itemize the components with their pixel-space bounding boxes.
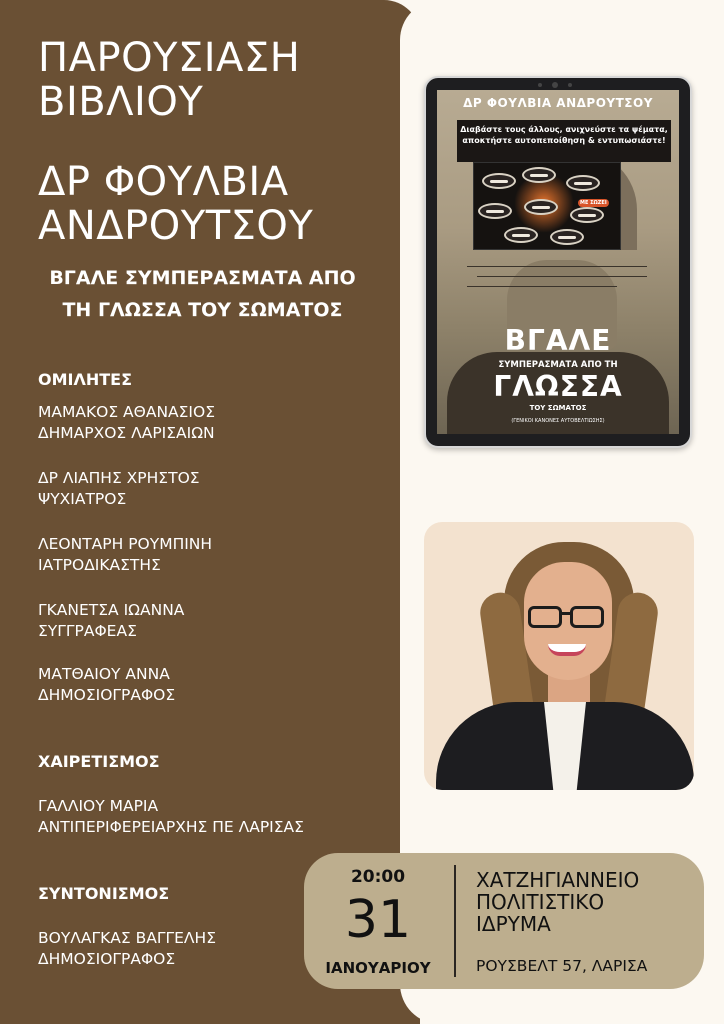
speaker-name: ΜΑΜΑΚΟΣ ΑΘΑΝΑΣΙΟΣ [38, 403, 216, 421]
venue-line1: ΧΑΤΖΗΓΙΑΝΝΕΙΟ [476, 868, 640, 892]
lips-icon [478, 203, 512, 219]
portrait-smile [548, 644, 586, 656]
cover-title-small2: ΤΟΥ ΣΩΜΑΤΟΣ [529, 404, 587, 412]
event-address: ΡΟΥΣΒΕΛΤ 57, ΛΑΡΙΣΑ [476, 957, 648, 975]
tablet-camera-icon [568, 83, 572, 87]
speaker-entry [38, 600, 184, 642]
cover-tagline-line1: Διαβάστε τους άλλους, ανιχνεύστε τα ψέματα, [460, 125, 668, 134]
greeting-entry [38, 796, 304, 838]
cover-series: (ΓΕΝΙΚΟΙ ΚΑΝΟΝΕΣ ΑΥΤΟΒΕΛΤΙΩΣΗΣ) [511, 418, 605, 424]
speaker-entry [38, 664, 175, 706]
glasses-bridge [561, 612, 571, 615]
lips-collage [473, 162, 621, 250]
speaker-name: ΜΑΤΘΑΙΟΥ ΑΝΝΑ [38, 665, 170, 683]
speaker-role: ΔΗΜΟΣΙΟΓΡΑΦΟΣ [38, 686, 176, 704]
event-time: 20:00 [350, 867, 406, 887]
speaker-role: ΔΗΜΑΡΧΟΣ ΛΑΡΙΣΑΙΩΝ [38, 424, 215, 442]
lips-icon [550, 229, 584, 245]
author-name-line1: ΔΡ ΦΟΥΛΒΙΑ [38, 159, 289, 205]
cover-title-word1: ΒΓΑΛΕ [504, 324, 612, 357]
lips-icon [522, 167, 556, 183]
cover-tagline [457, 124, 671, 146]
cover-rule [477, 276, 647, 277]
book-subtitle-line1: ΒΓΑΛΕ ΣΥΜΠΕΡΑΣΜΑΤΑ ΑΠΟ [49, 267, 356, 289]
tablet-camera-icon [538, 83, 542, 87]
lips-icon [570, 207, 604, 223]
speakers-heading: ΟΜΙΛΗΤΕΣ [38, 370, 133, 389]
tablet-mockup [424, 76, 692, 448]
speaker-name: ΛΕΟΝΤΑΡΗ ΡΟΥΜΠΙΝΗ [38, 535, 213, 553]
cover-tagline-line2: αποκτήστε αυτοπεποίθηση & εντυπωσιάστε! [462, 136, 666, 145]
speaker-role: ΙΑΤΡΟΔΙΚΑΣΤΗΣ [38, 556, 161, 574]
book-subtitle-line2: ΤΗ ΓΛΩΣΣΑ ΤΟΥ ΣΩΜΑΤΟΣ [62, 299, 343, 321]
cover-rule [467, 286, 617, 287]
cover-author: ΔΡ ΦΟΥΛΒΙΑ ΑΝΔΡΟΥΤΣΟΥ [463, 96, 653, 110]
cover-rule [467, 266, 647, 267]
glasses-icon [570, 606, 604, 628]
venue-line2: ΠΟΛΙΤΙΣΤΙΚΟ [476, 890, 605, 914]
speaker-name: ΔΡ ΛΙΑΠΗΣ ΧΡΗΣΤΟΣ [38, 469, 200, 487]
speaker-role: ΣΥΓΓΡΑΦΕΑΣ [38, 622, 137, 640]
collage-tag: ΜΕ ΣΩΖΕΙ [580, 200, 607, 206]
speaker-entry [38, 534, 212, 576]
author-portrait [424, 522, 694, 790]
event-divider [454, 865, 456, 977]
glasses-icon [528, 606, 562, 628]
cover-title-word2: ΓΛΩΣΣΑ [493, 370, 623, 403]
speaker-role: ΨΥΧΙΑΤΡΟΣ [38, 490, 127, 508]
moderator-name: ΒΟΥΛΑΓΚΑΣ ΒΑΓΓΕΛΗΣ [38, 929, 216, 947]
event-day: 31 [344, 890, 412, 950]
event-venue [476, 869, 696, 935]
speaker-name: ΓΚΑΝΕΤΣΑ ΙΩΑΝΝΑ [38, 601, 185, 619]
cover-title-small1: ΣΥΜΠΕΡΑΣΜΑΤΑ ΑΠΟ ΤΗ [498, 360, 618, 370]
moderator-role: ΔΗΜΟΣΙΟΓΡΑΦΟΣ [38, 950, 176, 968]
event-title-line2: ΒΙΒΛΙΟΥ [38, 79, 204, 125]
greeting-role: ΑΝΤΙΠΕΡΙΦΕΡΕΙΑΡΧΗΣ ΠΕ ΛΑΡΙΣΑΣ [38, 818, 304, 836]
speaker-entry [38, 402, 215, 444]
lips-icon [524, 199, 558, 215]
lips-icon [566, 175, 600, 191]
lips-icon [504, 227, 538, 243]
speaker-entry [38, 468, 200, 510]
greeting-heading: ΧΑΙΡΕΤΙΣΜΟΣ [38, 752, 160, 771]
moderation-heading: ΣΥΝΤΟΝΙΣΜΟΣ [38, 884, 170, 903]
lips-icon [482, 173, 516, 189]
greeting-name: ΓΑΛΛΙΟΥ ΜΑΡΙΑ [38, 797, 159, 815]
author-name-line2: ΑΝΔΡΟΥΤΣΟΥ [38, 203, 314, 249]
tablet-camera-icon [552, 82, 558, 88]
book-cover [437, 90, 679, 434]
venue-line3: ΙΔΡΥΜΑ [476, 912, 551, 936]
event-details-box [304, 853, 704, 989]
event-title-line1: ΠΑΡΟΥΣΙΑΣΗ [38, 35, 301, 81]
event-month: ΙΑΝΟΥΑΡΙΟΥ [325, 959, 431, 977]
moderation-entry [38, 928, 216, 970]
